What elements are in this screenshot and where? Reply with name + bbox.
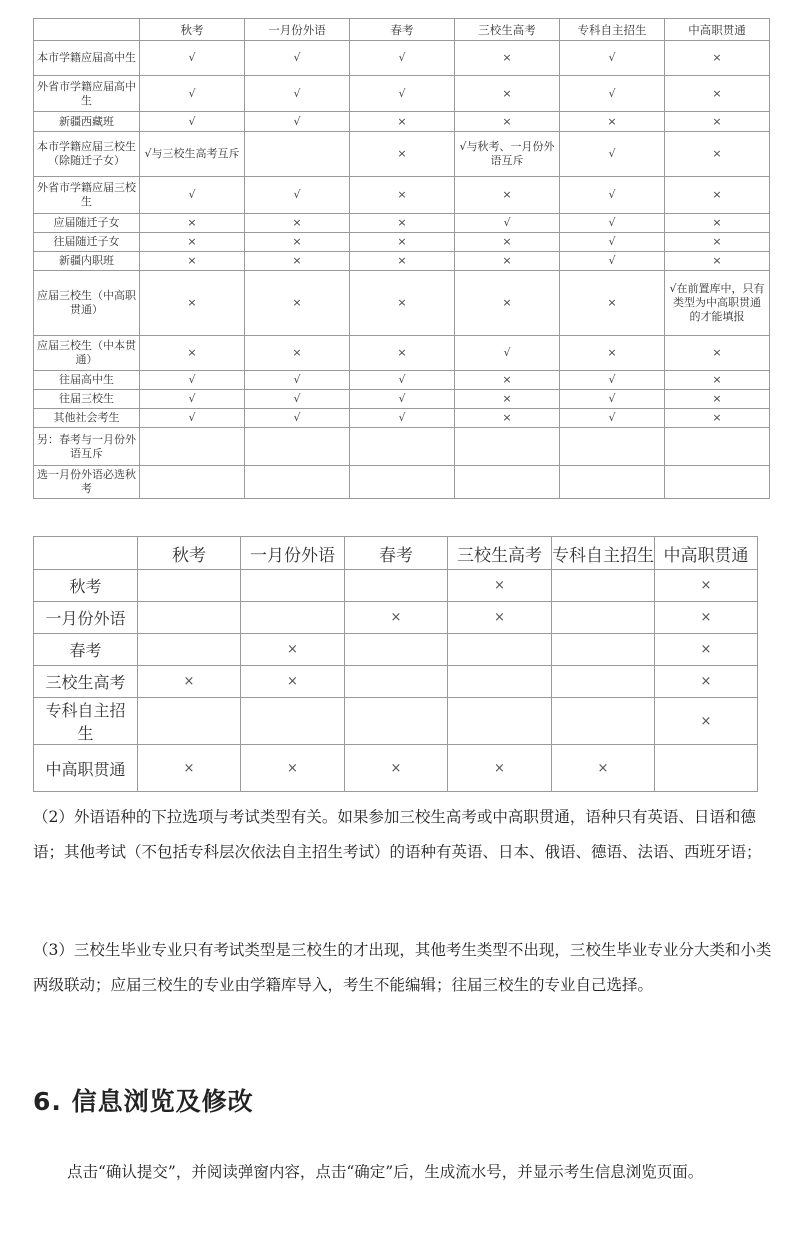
row-header: 新疆西藏班: [34, 112, 140, 132]
paragraph-major-selection: （3）三校生毕业专业只有考试类型是三校生的才出现，其他考生类型不出现，三校生毕业专业分大类和小类两级联动；应届三校生的专业由学籍库导入，考生不能编辑；往届三校生的专业自己选择。: [33, 941, 772, 994]
table-cell: [241, 698, 345, 745]
table-cell: ×: [552, 745, 655, 792]
table-cell: [241, 570, 345, 602]
table-cell: ×: [241, 666, 345, 698]
table-cell: ×: [665, 409, 770, 428]
row-header: 专科自主招生: [34, 698, 138, 745]
table-row: [34, 76, 770, 112]
table-cell: √: [560, 76, 665, 112]
table-cell: [245, 466, 350, 499]
row-header: 本市学籍应届三校生（除随迁子女）: [34, 132, 140, 177]
corner-cell: [34, 537, 138, 570]
table-cell: ×: [140, 336, 245, 371]
row-header: 往届三校生: [34, 390, 140, 409]
table-cell: ×: [655, 698, 758, 745]
table-header-row: [34, 19, 770, 41]
table-cell: [138, 570, 241, 602]
table-cell: [138, 634, 241, 666]
table-cell: [245, 428, 350, 466]
section-title: 6. 信息浏览及修改: [33, 1087, 254, 1116]
table-row: [34, 570, 758, 602]
table-cell: ×: [140, 214, 245, 233]
table-row: [34, 233, 770, 252]
row-header: 往届随迁子女: [34, 233, 140, 252]
column-header: 一月份外语: [241, 537, 345, 570]
table-cell: [552, 570, 655, 602]
column-header: 秋考: [138, 537, 241, 570]
row-header: 应届三校生（中本贯通）: [34, 336, 140, 371]
table-row: [34, 177, 770, 214]
corner-cell: [34, 19, 140, 41]
table-cell: [448, 634, 552, 666]
table-cell: √: [245, 371, 350, 390]
table-cell: √: [245, 390, 350, 409]
row-header: 外省市学籍应届高中生: [34, 76, 140, 112]
table-cell: √: [245, 41, 350, 76]
table-cell: [140, 428, 245, 466]
table-row: [34, 428, 770, 466]
paragraph-browse-info: 点击“确认提交”，并阅读弹窗内容，点击“确定”后，生成流水号，并显示考生信息浏览页面。: [67, 1163, 704, 1181]
table-cell: √: [455, 336, 560, 371]
table-cell: ×: [241, 745, 345, 792]
table-cell: ×: [665, 390, 770, 409]
table-cell: ×: [140, 271, 245, 336]
table-cell: √: [350, 371, 455, 390]
table-cell: [560, 466, 665, 499]
table-cell: ×: [665, 214, 770, 233]
table-cell: [241, 602, 345, 634]
table-cell: √与三校生高考互斥: [140, 132, 245, 177]
table-cell: [138, 698, 241, 745]
table-cell: √在前置库中，只有类型为中高职贯通的才能填报: [665, 271, 770, 336]
row-header: 中高职贯通: [34, 745, 138, 792]
row-header: 往届高中生: [34, 371, 140, 390]
table-cell: ×: [655, 634, 758, 666]
table-cell: ×: [560, 271, 665, 336]
table-row: [34, 698, 758, 745]
table-cell: ×: [455, 177, 560, 214]
table-cell: ×: [350, 177, 455, 214]
table-cell: √: [560, 371, 665, 390]
table-cell: ×: [560, 336, 665, 371]
row-header: 应届随迁子女: [34, 214, 140, 233]
table-cell: [560, 428, 665, 466]
table-cell: √: [140, 409, 245, 428]
table-cell: ×: [138, 666, 241, 698]
table-cell: ×: [245, 233, 350, 252]
table-row: [34, 214, 770, 233]
column-header: 中高职贯通: [655, 537, 758, 570]
table-cell: [345, 570, 448, 602]
table-cell: ×: [350, 336, 455, 371]
table-cell: ×: [560, 112, 665, 132]
table-row: [34, 132, 770, 177]
column-header: 专科自主招生: [552, 537, 655, 570]
row-header: 春考: [34, 634, 138, 666]
exam-eligibility-table: [33, 18, 770, 499]
column-header: 三校生高考: [455, 19, 560, 41]
table-cell: ×: [345, 745, 448, 792]
table-cell: ×: [350, 233, 455, 252]
table-cell: ×: [455, 371, 560, 390]
table-cell: [350, 428, 455, 466]
row-header: 本市学籍应届高中生: [34, 41, 140, 76]
table-cell: ×: [455, 41, 560, 76]
table-cell: √: [350, 41, 455, 76]
table-cell: ×: [245, 271, 350, 336]
table-cell: √: [140, 371, 245, 390]
table-cell: [138, 602, 241, 634]
table-cell: [552, 666, 655, 698]
table-cell: ×: [665, 233, 770, 252]
column-header: 专科自主招生: [560, 19, 665, 41]
table-cell: √: [560, 252, 665, 271]
column-header: 三校生高考: [448, 537, 552, 570]
table-row: [34, 409, 770, 428]
table-cell: ×: [245, 252, 350, 271]
table-cell: ×: [655, 666, 758, 698]
table-cell: ×: [140, 252, 245, 271]
row-header: 秋考: [34, 570, 138, 602]
table-cell: √: [140, 112, 245, 132]
table-cell: ×: [245, 214, 350, 233]
table-cell: ×: [245, 336, 350, 371]
table-cell: ×: [350, 214, 455, 233]
table-cell: √: [350, 409, 455, 428]
table-cell: ×: [345, 602, 448, 634]
table-row: [34, 112, 770, 132]
table-cell: [552, 602, 655, 634]
table-cell: √: [350, 76, 455, 112]
table-cell: [448, 698, 552, 745]
table-cell: √: [245, 409, 350, 428]
table-cell: √: [560, 177, 665, 214]
table-cell: √: [140, 177, 245, 214]
table-cell: √: [140, 41, 245, 76]
table-cell: √: [245, 76, 350, 112]
table-cell: [140, 466, 245, 499]
row-header: 新疆内职班: [34, 252, 140, 271]
table-cell: [448, 666, 552, 698]
table-cell: √: [560, 214, 665, 233]
table-cell: [552, 634, 655, 666]
table-cell: ×: [655, 570, 758, 602]
table-cell: ×: [455, 271, 560, 336]
table-cell: √: [560, 41, 665, 76]
paragraph-language-options: （2）外语语种的下拉选项与考试类型有关。如果参加三校生高考或中高职贯通，语种只有英语、日语和德语；其他考试（不包括专科层次依法自主招生考试）的语种有英语、日本、俄语、德语、法语、西班牙语；: [33, 808, 762, 861]
table-row: [34, 466, 770, 499]
table-cell: ×: [665, 371, 770, 390]
table-cell: √: [560, 233, 665, 252]
table-row: [34, 336, 770, 371]
table-row: [34, 602, 758, 634]
table-row: [34, 271, 770, 336]
table-cell: [552, 698, 655, 745]
table-row: [34, 41, 770, 76]
table-cell: ×: [655, 602, 758, 634]
table-row: [34, 634, 758, 666]
row-header: 外省市学籍应届三校生: [34, 177, 140, 214]
row-header: 一月份外语: [34, 602, 138, 634]
table-cell: ×: [665, 252, 770, 271]
column-header: 秋考: [140, 19, 245, 41]
table-row: [34, 666, 758, 698]
table-cell: ×: [455, 112, 560, 132]
table-cell: ×: [448, 745, 552, 792]
table-cell: [665, 428, 770, 466]
table-cell: ×: [140, 233, 245, 252]
table-cell: ×: [448, 570, 552, 602]
table-cell: [245, 132, 350, 177]
table-row: [34, 371, 770, 390]
column-header: 春考: [345, 537, 448, 570]
table-cell: ×: [455, 409, 560, 428]
table-cell: ×: [138, 745, 241, 792]
table-cell: ×: [455, 390, 560, 409]
column-header: 中高职贯通: [665, 19, 770, 41]
table-cell: [350, 466, 455, 499]
table-cell: √: [560, 390, 665, 409]
row-header: 另：春考与一月份外语互斥: [34, 428, 140, 466]
table-cell: ×: [455, 252, 560, 271]
table-cell: ×: [665, 132, 770, 177]
table-cell: ×: [350, 112, 455, 132]
table-cell: ×: [350, 252, 455, 271]
table-cell: √: [455, 214, 560, 233]
table-cell: ×: [665, 112, 770, 132]
column-header: 春考: [350, 19, 455, 41]
table-cell: [345, 698, 448, 745]
table-cell: ×: [665, 177, 770, 214]
table-cell: ×: [455, 76, 560, 112]
table-row: [34, 252, 770, 271]
table-cell: [345, 666, 448, 698]
table-cell: ×: [241, 634, 345, 666]
table-cell: √: [245, 177, 350, 214]
table-cell: √与秋考、一月份外语互斥: [455, 132, 560, 177]
table-cell: [665, 466, 770, 499]
table-cell: √: [350, 390, 455, 409]
table-cell: [655, 745, 758, 792]
table-row: [34, 745, 758, 792]
table-cell: ×: [350, 132, 455, 177]
table-cell: ×: [350, 271, 455, 336]
table-cell: ×: [455, 233, 560, 252]
row-header: 三校生高考: [34, 666, 138, 698]
table-cell: ×: [665, 336, 770, 371]
table-cell: [455, 428, 560, 466]
table-cell: ×: [665, 41, 770, 76]
row-header: 选一月份外语必选秋考: [34, 466, 140, 499]
table-cell: [345, 634, 448, 666]
column-header: 一月份外语: [245, 19, 350, 41]
table-cell: √: [560, 132, 665, 177]
row-header: 应届三校生（中高职贯通）: [34, 271, 140, 336]
exam-conflict-table: [33, 536, 758, 792]
table-row: [34, 390, 770, 409]
row-header: 其他社会考生: [34, 409, 140, 428]
table-cell: ×: [665, 76, 770, 112]
table-cell: √: [140, 390, 245, 409]
table-header-row: [34, 537, 758, 570]
table-cell: √: [140, 76, 245, 112]
table-cell: √: [245, 112, 350, 132]
table-cell: [455, 466, 560, 499]
table-cell: ×: [448, 602, 552, 634]
table-cell: √: [560, 409, 665, 428]
